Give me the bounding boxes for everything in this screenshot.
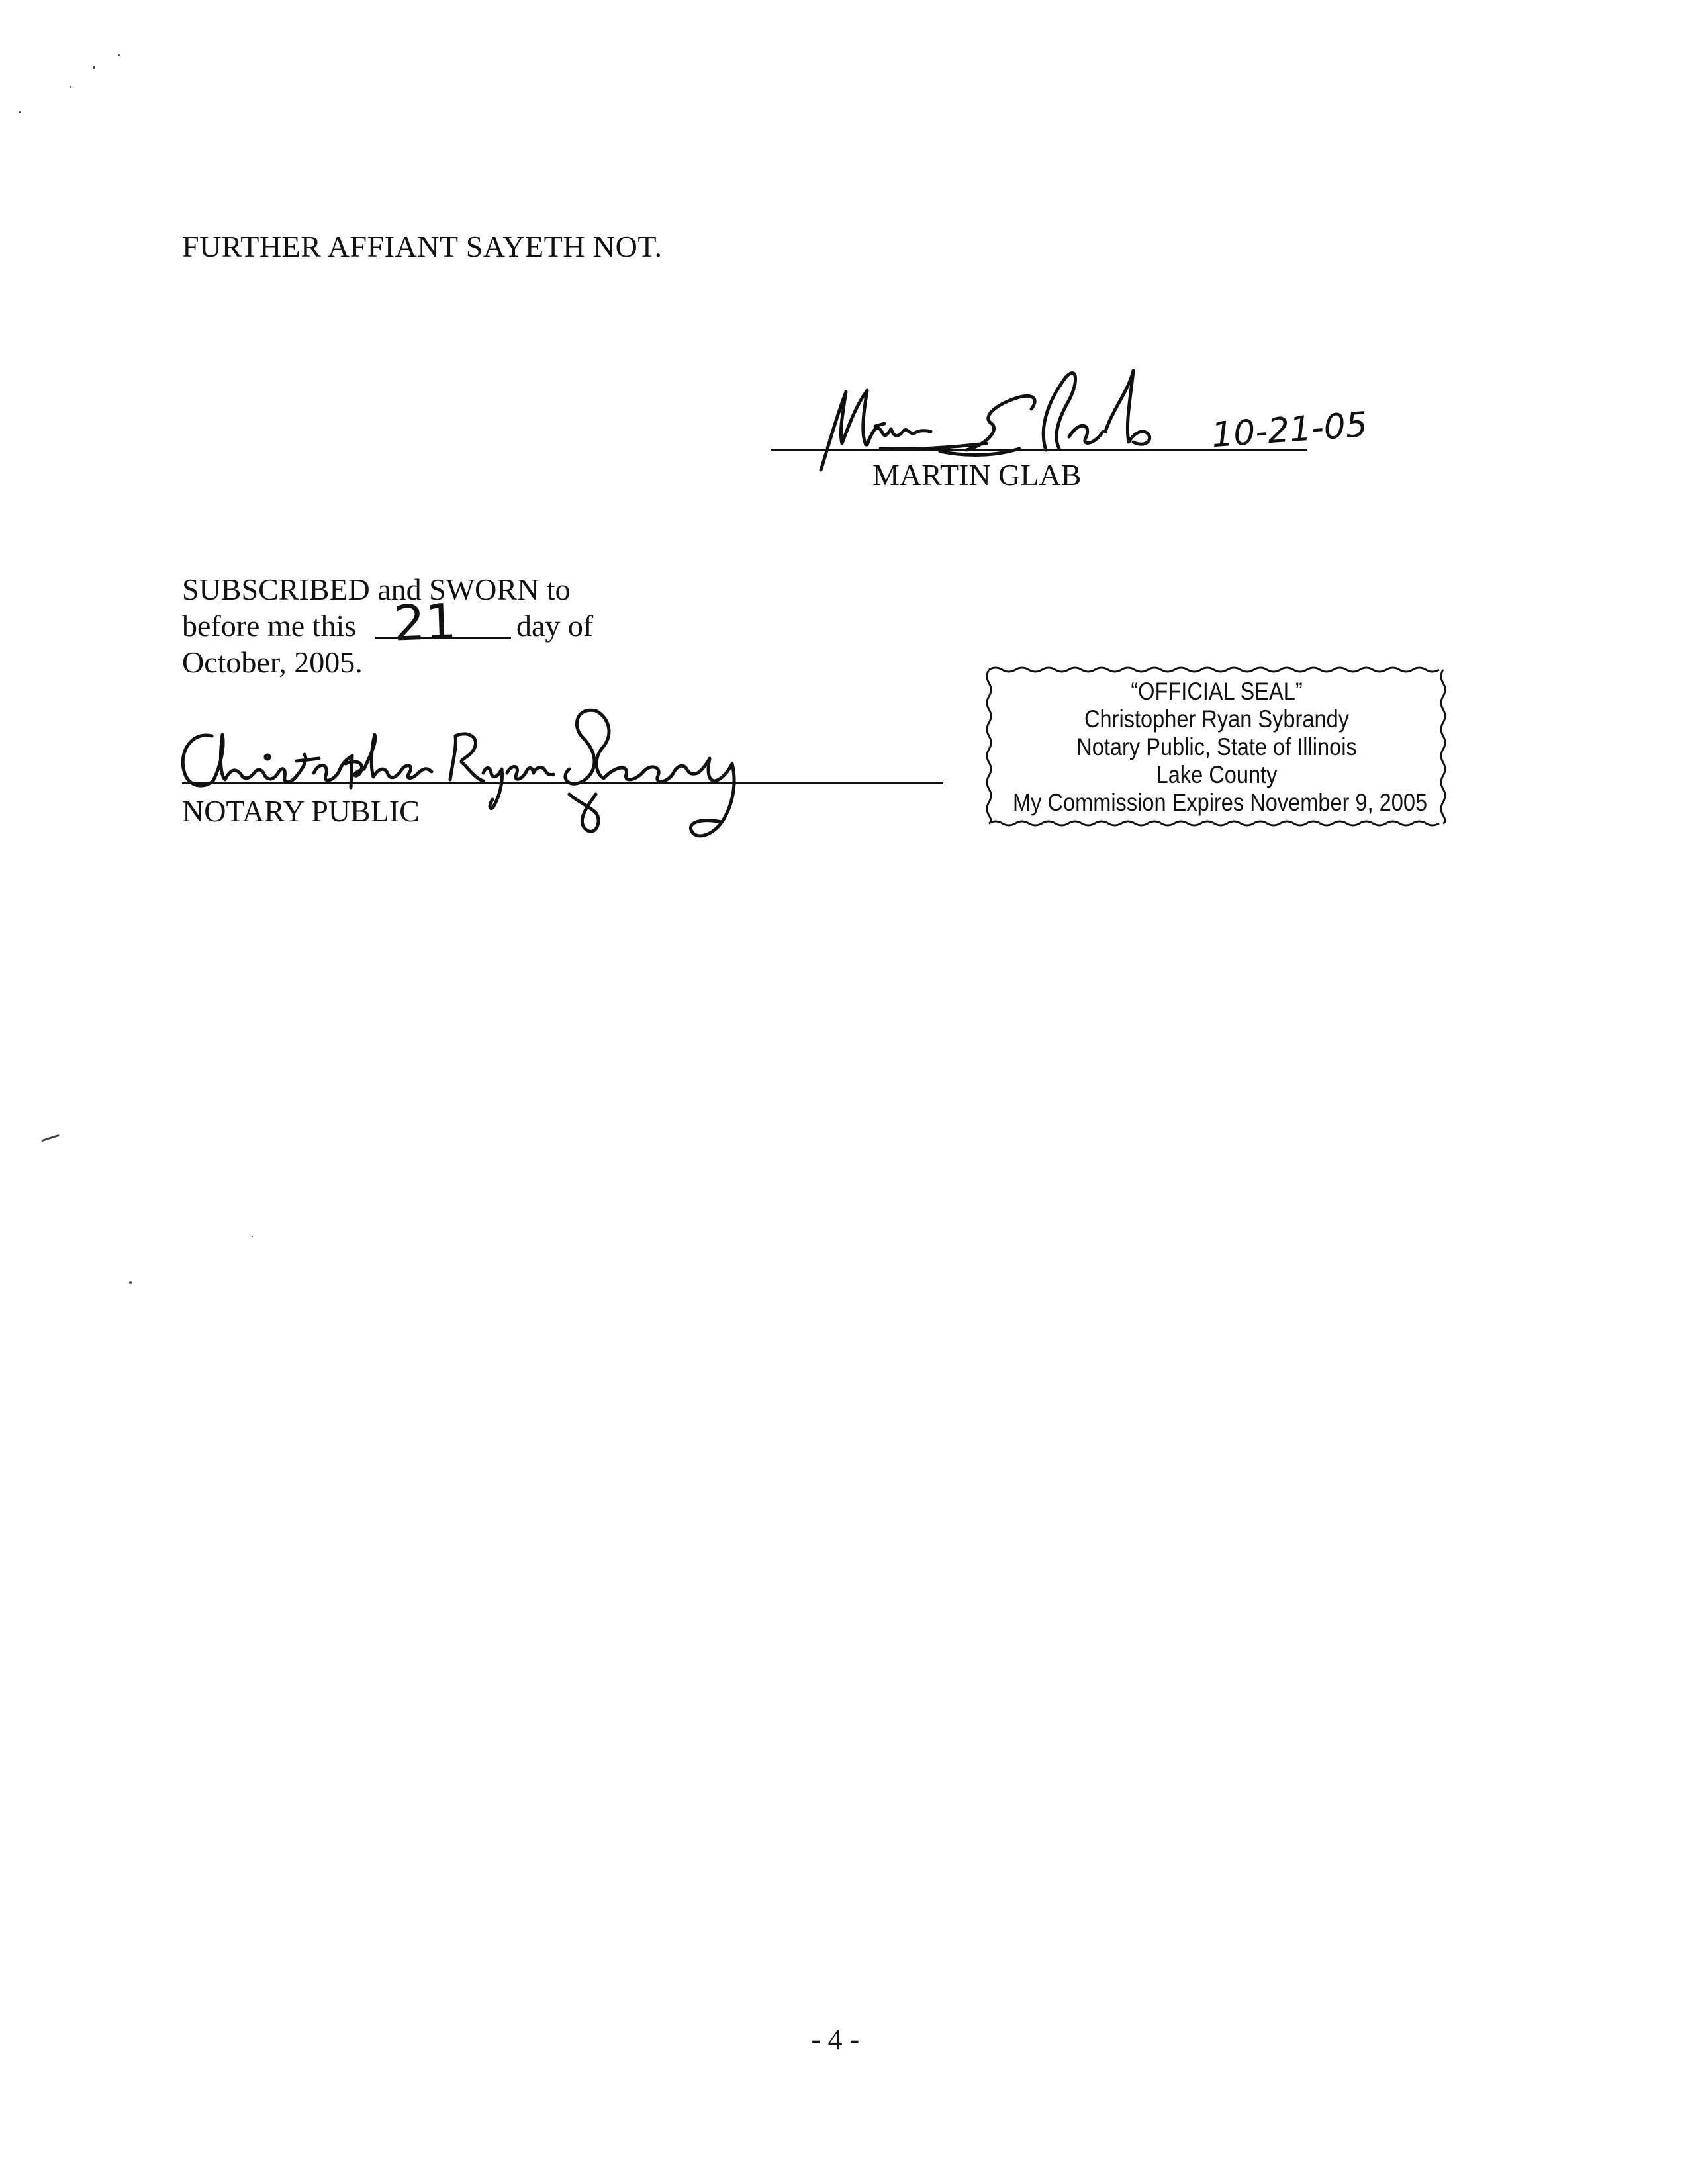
jurat-line-1: SUBSCRIBED and SWORN to — [182, 572, 571, 606]
closing-statement: FURTHER AFFIANT SAYETH NOT. — [182, 230, 663, 263]
notary-signature-drawing — [172, 695, 847, 854]
official-notary-seal — [985, 664, 1448, 829]
jurat-day-handwritten: 21 — [393, 593, 457, 653]
jurat-line-2-prefix: before me this — [182, 609, 357, 643]
signature-date: 10-21-05 — [1210, 404, 1369, 456]
jurat-line-2-suffix: day of — [516, 609, 594, 643]
seal-text — [1013, 678, 1428, 817]
scan-speck — [252, 1236, 253, 1237]
scan-speck — [19, 111, 21, 113]
scan-speck — [129, 1281, 132, 1284]
seal-notary-title: Notary Public, State of Illinois — [1076, 733, 1357, 760]
seal-expiration: My Commission Expires November 9, 2005 — [1013, 789, 1428, 816]
affiant-printed-name: MARTIN GLAB — [872, 458, 1082, 492]
page-number: - 4 - — [811, 2023, 860, 2056]
notary-public-label: NOTARY PUBLIC — [182, 794, 420, 828]
jurat-line-3: October, 2005. — [182, 645, 363, 679]
seal-county: Lake County — [1156, 761, 1278, 788]
seal-title: “OFFICIAL SEAL” — [1131, 678, 1303, 705]
seal-notary-name: Christopher Ryan Sybrandy — [1084, 705, 1349, 733]
scan-speck — [93, 66, 95, 69]
scan-speck — [118, 54, 120, 56]
scan-speck — [70, 86, 71, 88]
scan-speck — [41, 1134, 60, 1142]
notary-signature — [172, 695, 847, 854]
